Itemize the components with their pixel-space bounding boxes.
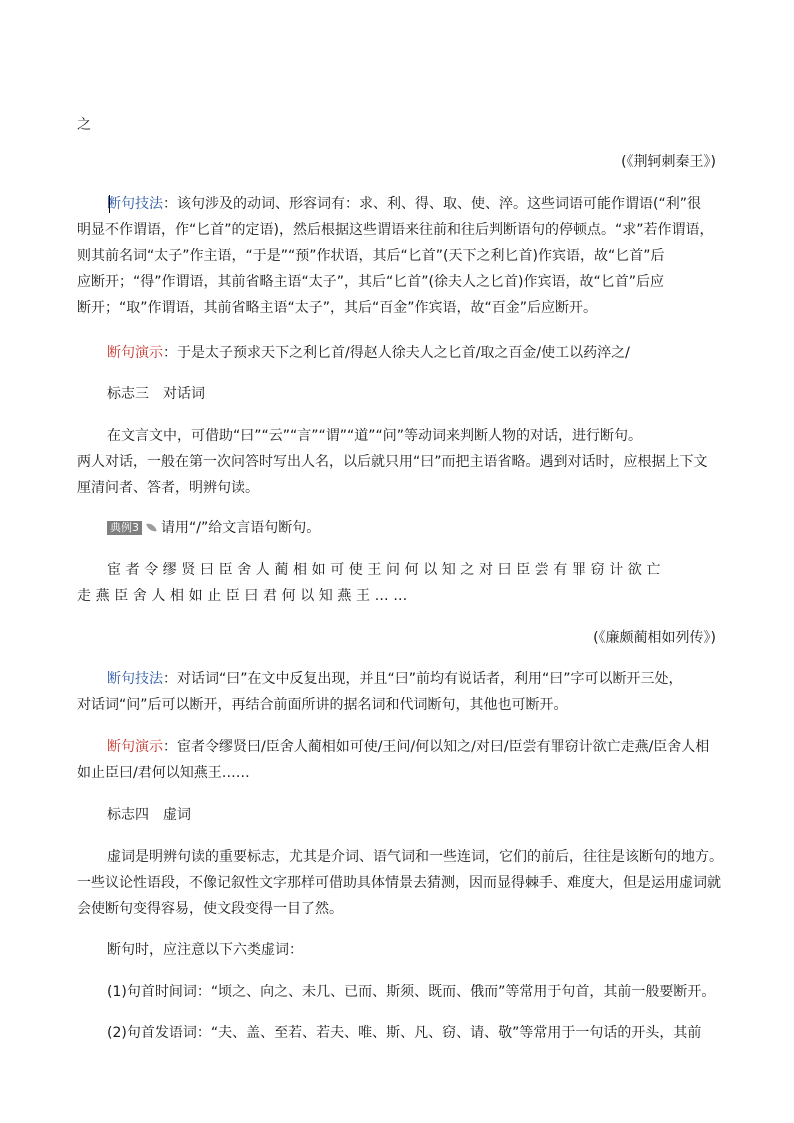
text-line: 虚词是明辨句读的重要标志，尤其是介词、语气词和一些连词，它们的前后，往往是该断句的地方。 <box>107 849 723 865</box>
text-line: 断句时，应注意以下六类虚词： <box>107 942 303 958</box>
text-line: 则其前名词“太子”作主语，“于是”“预”作状语，其后“匕首”(天下之利匕首)作宾语，故“匕首”后 <box>77 248 665 264</box>
demo-label: 断句演示 <box>107 739 163 755</box>
text-line: 明显不作谓语，作“匕首”的定语)，然后根据这些谓语来往前和往后判断语句的停顿点。“求”若作谓语， <box>77 222 714 238</box>
text-line <box>107 670 683 688</box>
text-line <box>107 344 630 362</box>
text-line: 对话词“问”后可以断开，再结合前面所讲的据名词和代词断句，其他也可断开。 <box>77 697 568 713</box>
source-citation: (《荆轲刺秦王》) <box>621 154 716 170</box>
demo-text: ：于是太子预求天下之利匕首/得赵人徐夫人之匕首/取之百金/使工以药淬之/ <box>163 345 630 361</box>
technique-label: 断句技法 <box>107 671 163 687</box>
text-line: 在文言文中，可借助“曰”“云”“言”“谓”“道”“问”等动词来判断人物的对话，进行断句。 <box>107 428 643 444</box>
demo-text: ：宦者令缪贤曰/臣舍人蔺相如可使/王问/何以知之/对曰/臣尝有罪窃计欲亡走燕/臣舍人相 <box>163 739 710 755</box>
section-heading: 标志三 对话词 <box>107 386 205 402</box>
text-line: 如止臣曰/君何以知燕王…… <box>77 765 250 781</box>
text-line <box>107 195 701 213</box>
text-line: 断开；“取”作谓语，其前省略主语“太子”，其后“百金”作宾语，故“百金”后应断开。 <box>77 300 598 316</box>
section-heading: 标志四 虚词 <box>107 807 191 823</box>
example-tag: 典例3 <box>107 521 142 535</box>
text-line <box>107 738 709 756</box>
technique-text: ：对话词“曰”在文中反复出现，并且“曰”前均有说话者，利用“曰”字可以断开三处， <box>163 671 683 687</box>
technique-label: 断句技法 <box>107 196 163 212</box>
classical-text-line: 宦者令缪贤曰臣舍人蔺相如可使王问何以知之对曰臣尝有罪窃计欲亡 <box>107 562 665 578</box>
text-line: 一些议论性语段，不像记叙性文字那样可借助具体情景去猜测，因而显得棘手、难度大，但是运用虚词就 <box>77 875 721 891</box>
text-line: 两人对话，一般在第一次问答时写出人名，以后就只用“曰”而把主语省略。遇到对话时，应根据上下文 <box>77 454 708 470</box>
source-citation: (《廉颇蔺相如列传》) <box>593 630 716 646</box>
text-line: 之 <box>77 117 91 133</box>
demo-label: 断句演示 <box>107 345 163 361</box>
text-line: 厘清问者、答者，明辨句读。 <box>77 480 259 496</box>
text-line: 会使断句变得容易，使文段变得一目了然。 <box>77 901 343 917</box>
technique-text: ：该句涉及的动词、形容词有：求、利、得、取、使、淬。这些词语可能作谓语(“利”很 <box>163 196 701 212</box>
example-prompt: 请用“/”给文言语句断句。 <box>161 520 321 536</box>
text-line: (2)句首发语词：“夫、盖、至若、若夫、唯、斯、凡、窃、请、敬”等常用于一句话的开头，其前 <box>107 1025 702 1041</box>
text-line: 应断开；“得”作谓语，其前省略主语“太子”，其后“匕首”(徐夫人之匕首)作宾语，故“匕首”后应 <box>77 274 664 290</box>
text-line: (1)句首时间词：“顷之、向之、未几、已而、斯须、既而、俄而”等常用于句首，其前一般要断开。 <box>107 984 716 1000</box>
classical-text-line: 走燕臣舍人相如止臣曰君何以知燕王…… <box>77 588 412 604</box>
leaf-icon <box>146 522 156 532</box>
